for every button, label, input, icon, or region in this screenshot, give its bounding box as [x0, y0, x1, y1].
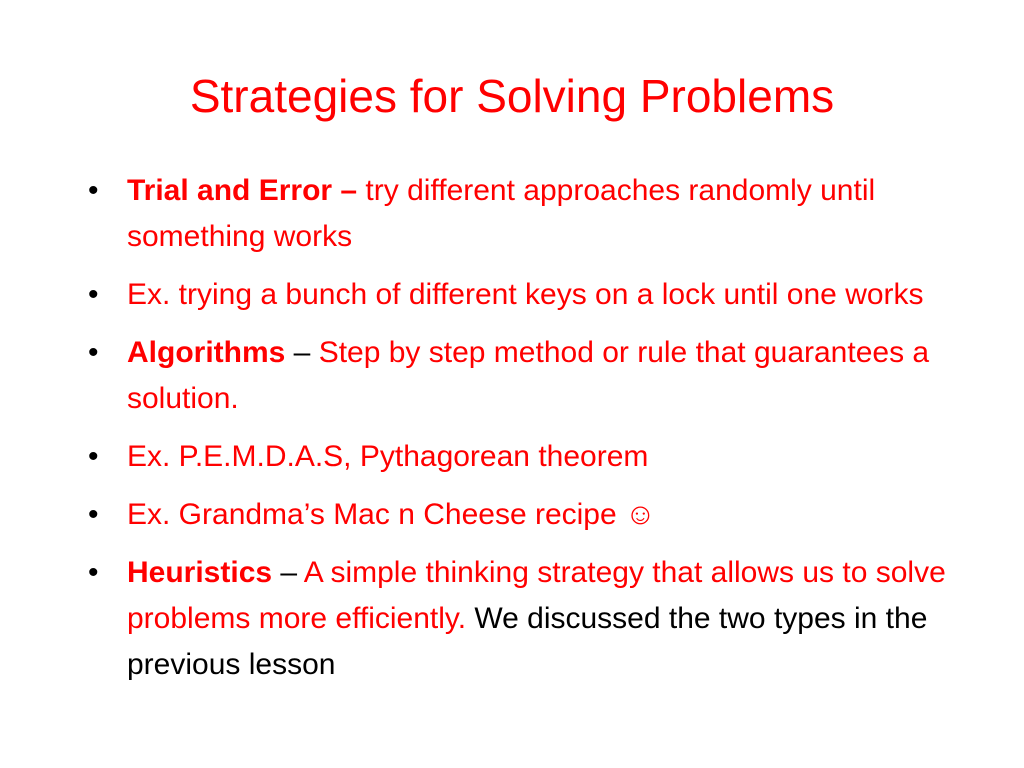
bullet-marker: • [88, 278, 99, 311]
bullet-example-pemdas [88, 434, 998, 480]
smiley-icon: ☺ [625, 498, 656, 531]
definition-trial-and-error: try different approaches randomly until something works [127, 174, 876, 253]
term-trial-and-error: Trial and Error – [127, 174, 358, 207]
bullet-marker: • [88, 336, 99, 369]
definition-heuristics: A simple thinking strategy that allows us to solve problems more efficiently. [127, 556, 946, 635]
example-pemdas-text: Ex. P.E.M.D.A.S, Pythagorean theorem [127, 440, 649, 473]
dash-algorithms: – [285, 336, 319, 369]
bullet-marker: • [88, 174, 99, 207]
slide-title: Strategies for Solving Problems [189, 70, 835, 122]
bullet-list [88, 168, 998, 700]
bullet-example-recipe [88, 492, 998, 538]
bullet-marker: • [88, 440, 99, 473]
bullet-example-keys [88, 272, 998, 318]
dash-heuristics: – [272, 556, 304, 589]
term-algorithms: Algorithms [127, 336, 286, 369]
example-keys-text: Ex. trying a bunch of different keys on a lock until one works [127, 278, 924, 311]
definition-algorithms: Step by step method or rule that guarantees a solution. [127, 336, 930, 415]
bullet-marker: • [88, 498, 99, 531]
bullet-algorithms [88, 330, 998, 422]
bullet-trial-and-error [88, 168, 998, 260]
term-heuristics: Heuristics [127, 556, 273, 589]
bullet-heuristics [88, 550, 998, 688]
bullet-marker: • [88, 556, 99, 589]
example-recipe-text: Ex. Grandma’s Mac n Cheese recipe [127, 498, 626, 531]
heuristics-note: We discussed the two types in the previous lesson [127, 602, 928, 681]
